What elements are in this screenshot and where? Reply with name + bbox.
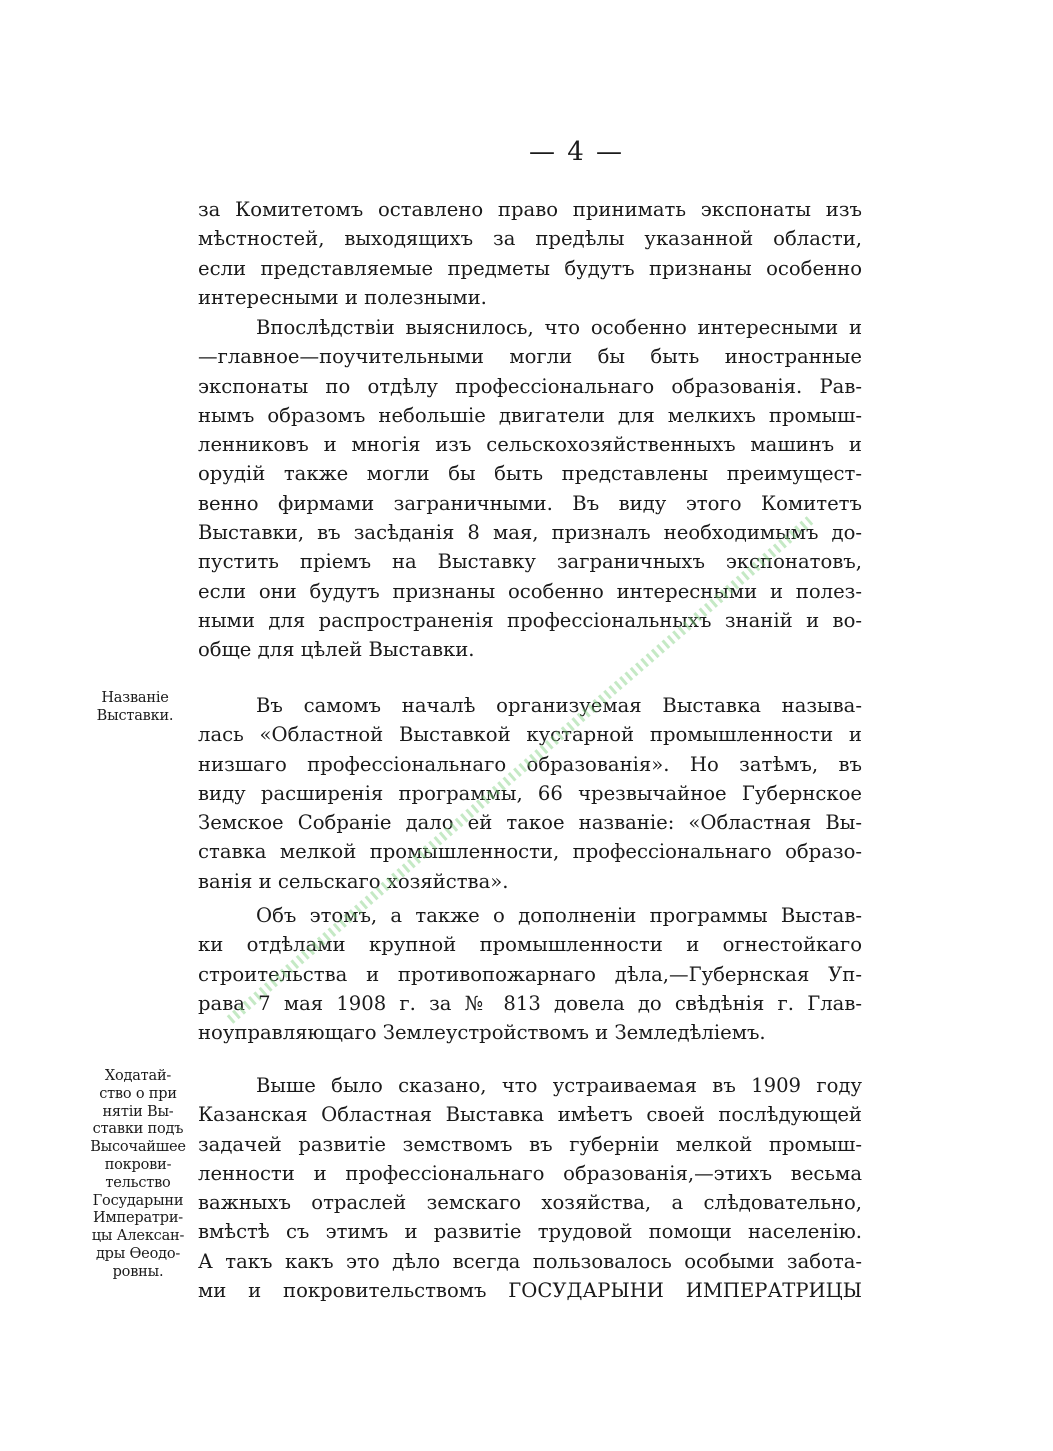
text-line: пустить пріемъ на Выставку заграничныхъ экспонатовъ, (198, 550, 862, 574)
margin-note-line: цы Алексан- (91, 1228, 185, 1245)
text-line: ки отдѣлами крупной промышленности и огнестойкаго (198, 933, 862, 957)
text-line: Казанская Областная Выставка имѣетъ своей послѣдующей (198, 1103, 862, 1127)
text-line: Земское Собраніе дало ей такое названіе: «Областная Вы- (198, 811, 862, 835)
margin-note-line: дры Өеодо- (95, 1245, 181, 1262)
text-line: Объ этомъ, а также о дополненіи программы Выстав- (256, 904, 862, 927)
paragraph-5 (198, 1071, 862, 1305)
text-line: венно фирмами заграничными. Въ виду этого Комитетъ (198, 491, 862, 515)
text-line: ленности и профессіональнаго образованія,—этихъ весьма (198, 1161, 862, 1185)
text-line: лась «Областной Выставкой кустарной промышленности и (198, 723, 862, 747)
text-line: нымъ образомъ небольшіе двигатели для мелкихъ промыш- (198, 403, 862, 427)
text-line: обще для цѣлей Выставки. (198, 638, 475, 662)
margin-note-line: Высочайшее (90, 1139, 186, 1156)
margin-note-title (83, 690, 187, 726)
text-line: важныхъ отраслей земскаго хозяйства, а слѣдовательно, (198, 1191, 862, 1215)
margin-note-line: Императри- (93, 1210, 183, 1227)
text-line: ми и покровительствомъ ГОСУДАРЫНИ ИМПЕРАТРИЦЫ (198, 1279, 862, 1303)
text-line: строительства и противопожарнаго дѣла,—Губернская Уп- (198, 962, 862, 986)
paragraph-1 (198, 195, 862, 312)
paragraph-4 (198, 901, 862, 1047)
text-line: —главное—поучительными могли бы быть иностранные (198, 345, 862, 369)
paragraph-2 (198, 313, 862, 665)
text-line: ставка мелкой промышленности, профессіональнаго образо- (198, 840, 862, 864)
page-number: — 4 — (528, 137, 625, 167)
text-line: Впослѣдствіи выяснилось, что особенно интересными и (256, 316, 862, 339)
text-line: ноуправляющаго Землеустройствомъ и Земледѣліемъ. (198, 1021, 766, 1045)
margin-note-line: тельство (105, 1174, 171, 1191)
margin-note-line: ровны. (112, 1263, 164, 1280)
text-line: орудій также могли бы быть представлены преимущест- (198, 462, 862, 486)
paragraph-3 (198, 691, 862, 896)
text-line: рава 7 мая 1908 г. за № 813 довела до свѣдѣнія г. Глав- (198, 991, 862, 1015)
text-line: Выше было сказано, что устраиваемая въ 1909 году (256, 1074, 862, 1097)
text-line: А такъ какъ это дѣло всегда пользовалось особыми забота- (198, 1249, 862, 1273)
text-line: если они будутъ признаны особенно интересными и полез- (198, 579, 862, 603)
text-line: если представляемые предметы будутъ признаны особенно (198, 256, 862, 280)
margin-note-petition (86, 1068, 190, 1282)
margin-note-line: Ходатай- (104, 1068, 172, 1084)
text-line: ленниковъ и многія изъ сельскохозяйственныхъ машинъ и (198, 433, 862, 457)
text-line: ными для распространенія профессіональныхъ знаній и во- (198, 608, 862, 632)
margin-note-line: нятіи Вы- (102, 1103, 174, 1120)
text-line: Выставки, въ засѣданія 8 мая, призналъ необходимымъ до- (198, 521, 862, 545)
text-line: ванія и сельскаго хозяйства». (198, 869, 509, 893)
text-line: задачей развитіе земствомъ въ губерніи мелкой промыш- (198, 1132, 862, 1156)
margin-note-line: Государыни (92, 1192, 184, 1209)
text-line: низшаго профессіональнаго образованія». Но затѣмъ, въ (198, 752, 862, 776)
text-line: за Комитетомъ оставлено право принимать экспонаты изъ (198, 198, 862, 221)
text-line: вмѣстѣ съ этимъ и развитіе трудовой помощи населенію. (198, 1220, 862, 1244)
text-line: экспонаты по отдѣлу профессіональнаго образованія. Рав- (198, 374, 862, 398)
margin-note-line: Выставки. (96, 707, 174, 724)
text-line: интересными и полезными. (198, 285, 487, 309)
text-line: мѣстностей, выходящихъ за предѣлы указанной области, (198, 227, 862, 251)
text-line: Въ самомъ началѣ организуемая Выставка называ- (256, 694, 862, 717)
margin-note-line: ставки подъ (92, 1121, 184, 1138)
margin-note-line: Названіе (101, 690, 169, 706)
margin-note-line: покрови- (104, 1156, 172, 1173)
text-line: виду расширенія программы, 66 чрезвычайное Губернское (198, 781, 862, 805)
margin-note-line: ство о при (99, 1085, 177, 1102)
